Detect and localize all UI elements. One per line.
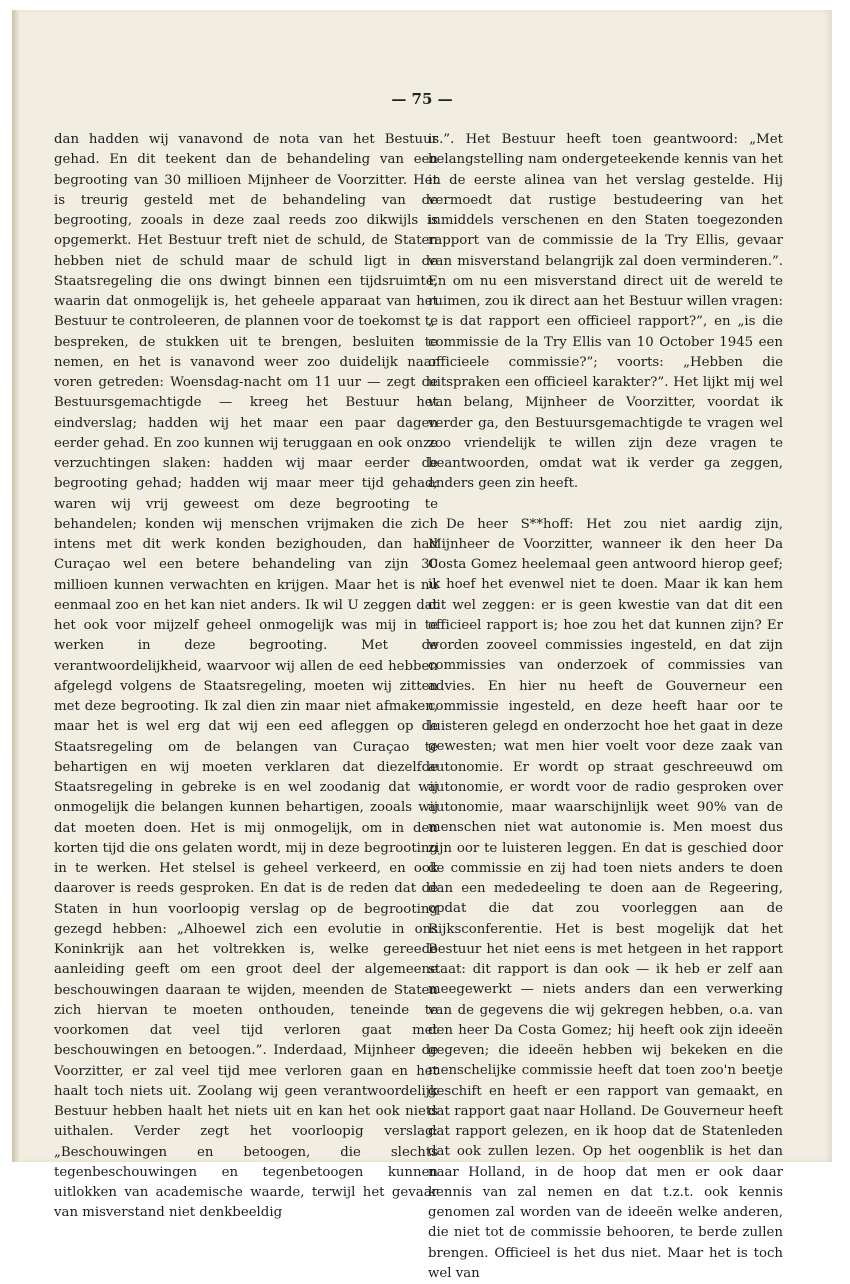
left-column xyxy=(54,130,438,1224)
right-paragraph-2: De heer S**hoff: Het zou niet aardig zijn, Mijnheer de Voorzitter, wanneer ik den heer Da Costa Gomez heelemaal geen antwoord hierop geef; ik hoef het evenwel niet te doen. Maar ik kan hem dit wel zeggen: er is geen kwestie van dat dit een officieel rapport is; hoe zou het dat kunnen zijn? Er worden zooveel commissies ingesteld, en dat zijn commissies van onderzoek of commissies van advies. En hier nu heeft de Gouverneur een commissie ingesteld, en deze heeft haar oor te luisteren gelegd en onderzocht hoe het gaat in deze gewesten; wat men hier voelt voor deze zaak van autonomie. Er wordt op straat geschreeuwd om autonomie, er wordt voor de radio gesproken over autonomie, maar waarschijnlijk weet 90% van de menschen niet wat autonomie is. Men moest dus zijn oor te luisteren leggen. En dat is geschied door de commissie en zij had toen niets anders te doen dan een mededeeling te doen aan de Regeering, opdat die dat zou voorleggen aan de Rijksconferentie. Het is best mogelijk dat het Bestuur het niet eens is met hetgeen in het rapport staat: dit rapport is dan ook — ik heb er zelf aan meegewerkt — niets anders dan een verwerking van de gegevens die wij gekregen hebben, o.a. van den heer Da Costa Gomez; hij heeft ook zijn ideeën gegeven; die ideeën hebben wij bekeken en die menschelijke commissie heeft dat toen zoo'n beetje geschift en heeft er een rapport van gemaakt, en dat rapport gaat naar Holland. De Gouverneur heeft dat rapport gelezen, en ik hoop dat de Statenleden dat ook zullen lezen. Op het oogenblik is het dan naar Holland, in de hoop dat men er ook daar kennis van zal nemen en dat t.z.t. ook kennis genomen zal worden van de ideeën welke anderen, die niet tot de commissie behooren, te berde zullen brengen. Officieel is het dus niet. Maar het is toch wel van xyxy=(428,515,783,1284)
left-paragraph-1: dan hadden wij vanavond de nota van het Bestuur gehad. En dit teekent dan de behandeling van een begrooting van 30 millioen Mijnheer de Voorzitter. Het is treurig gesteld met de behandeling van de begrooting, zooals in deze zaal reeds zoo dikwijls is opgemerkt. Het Bestuur treft niet de schuld, de Staten hebben niet de schuld maar de schuld ligt in de Staatsregeling die ons dwingt binnen een tijdsruimte, waarin dat onmogelijk is, het geheele apparaat van het Bestuur te controleeren, de plannen voor de toekomst te bespreken, de stukken uit te brengen, besluiten te nemen, en het is vanavond weer zoo duidelijk naar voren getreden: Woensdag-nacht om 11 uur — zegt de Bestuursgemachtigde — kreeg het Bestuur het eindverslag; hadden wij het maar een paar dagen eerder gehad. En zoo kunnen wij teruggaan en ook onze verzuchtingen slaken: hadden wij maar eerder de begrooting gehad; hadden wij maar meer tijd gehad; waren wij vrij geweest om deze begrooting te behandelen; konden wij menschen vrijmaken die zich intens met dit werk konden bezighouden, dan had Curaçao wel een betere behandeling van zijn 30 millioen kunnen verwachten en krijgen. Maar het is nu eenmaal zoo en het kan niet anders. Ik wil U zeggen dat het ook voor mijzelf geheel onmogelijk was mij in te werken in deze begrooting. Met de verantwoordelijkheid, waarvoor wij allen de eed hebben afgelegd volgens de Staatsregeling, moeten wij zitten met deze begrooting. Ik zal dien zin maar niet afmaken, maar het is wel erg dat wij een eed afleggen op de Staatsregeling om de belangen van Curaçao te behartigen en wij moeten verklaren dat diezelfde Staatsregeling in gebreke is en wel zoodanig dat wij onmogelijk die belangen kunnen behartigen, zooals wij dat moeten doen. Het is mij onmogelijk, om in den korten tijd die ons gelaten wordt, mij in deze begrooting in te werken. Het stelsel is geheel verkeerd, en ook daarover is reeds gesproken. En dat is de reden dat de Staten in hun voorloopig verslag op de begrooting gezegd hebben: „Alhoewel zich een evolutie in ons Koninkrijk aan het voltrekken is, welke gereede aanleiding geeft om een groot deel der algemeene beschouwingen daaraan te wijden, meenden de Staten zich hiervan te moeten onthouden, teneinde te voorkomen dat veel tijd verloren gaat met beschouwingen en betoogen.”. Inderdaad, Mijnheer de Voorzitter, er zal veel tijd mee verloren gaan en het haalt toch niets uit. Zoolang wij geen verantwoordelijk Bestuur hebben haalt het niets uit en kan het ook niets uithalen. Verder zegt het voorloopig verslag: „Beschouwingen en betoogen, die slechts tegenbeschouwingen en tegenbetoogen kunnen uitlokken van academische waarde, terwijl het gevaar van misverstand niet denkbeeldig xyxy=(54,130,438,1224)
page-number: — 75 — xyxy=(12,90,832,108)
book-page xyxy=(12,10,832,1162)
right-paragraph-1: is.”. Het Bestuur heeft toen geantwoord: „Met belangstelling nam ondergeteekende kennis van het in de eerste alinea van het verslag gestelde. Hij vermoedt dat rustige bestudeering van het inmiddels verschenen en den Staten toegezonden rapport van de commissie de la Try Ellis, gevaar van misverstand belangrijk zal doen verminderen.”. En om nu een misverstand direct uit de wereld te ruimen, zou ik direct aan het Bestuur willen vragen: „ is dat rapport een officieel rapport?”, en „is die commissie de la Try Ellis van 10 October 1945 een officieele commissie?”; voorts: „Hebben die uitspraken een officieel karakter?”. Het lijkt mij wel van belang, Mijnheer de Voorzitter, voordat ik verder ga, den Bestuursgemachtigde te vragen wel zoo vriendelijk te willen zijn deze vragen te beantwoorden, omdat wat ik verder ga zeggen, anders geen zin heeft. xyxy=(428,130,783,495)
right-column xyxy=(428,130,783,1284)
